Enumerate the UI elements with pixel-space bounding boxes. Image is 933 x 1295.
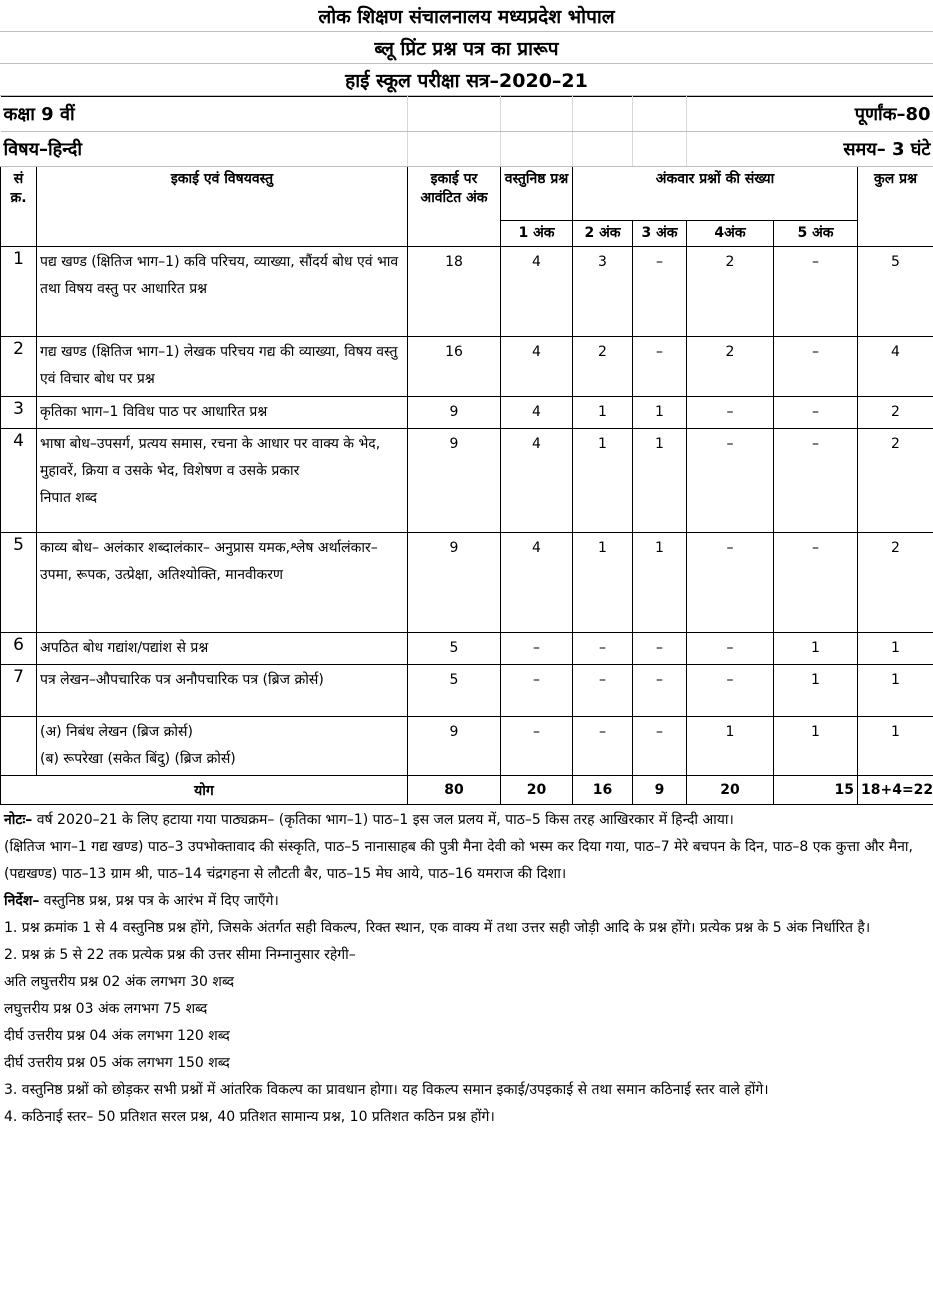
row-m1: 4 [501,533,573,633]
table-row [1,533,933,633]
row-topic: भाषा बोध–उपसर्ग, प्रत्यय समास, रचना के आधार पर वाक्य के भेद, मुहावरें, क्रिया व उसके भेद, विशेषण व उसके प्रकार निपात शब्द [37,429,408,533]
instruction-4: 4. कठिनाई स्तर– 50 प्रतिशत सरल प्रश्न, 40 प्रतिशत सामान्य प्रश्न, 10 प्रतिशत कठिन प्रश्न होंगे। [4,1109,495,1125]
row-marks: 9 [408,717,501,776]
note-text: वर्ष 2020–21 के लिए हटाया गया पाठ्यक्रम– (कृतिका भाग–1) पाठ–1 इस जल प्रलय में, पाठ–5 किस तरह आखिरकार में हिन्दी आया। [32,812,734,828]
col-m1: 1 अंक [501,221,573,247]
row-m2: – [573,665,633,717]
row-total: 4 [858,337,933,397]
table-row [1,633,933,665]
col-m2: 2 अंक [573,221,633,247]
row-m1: 4 [501,337,573,397]
row-marks: 9 [408,429,501,533]
row-m5: 1 [774,717,858,776]
row-m5: – [774,533,858,633]
row-m1: 4 [501,247,573,337]
row-sno: 6 [1,633,37,665]
row-m3: – [633,247,687,337]
table-row [1,665,933,717]
word-limit-1: अति लघुत्तरीय प्रश्न 02 अंक लगभग 30 शब्द [4,974,235,990]
row-m3: – [633,633,687,665]
row-topic: पत्र लेखन–औपचारिक पत्र अनौपचारिक पत्र (ब्रिज क्रोर्स) [37,665,408,717]
totals-m2: 16 [573,776,633,805]
instruction-3: 3. वस्तुनिष्ठ प्रश्नों को छोड़कर सभी प्रश्नों में आंतरिक विकल्प का प्रावधान होगा। यह विकल्प समान इकाई/उपइकाई से तथा समान कठिनाई स्तर वाले होंगे। [4,1082,769,1098]
blueprint-table [0,96,933,805]
note-removed-syllabus: (क्षितिज भाग–1 गद्य खण्ड) पाठ–3 उपभोक्तावाद की संस्कृति, पाठ–5 नानासाहब की पुत्री मैना देवी को भस्म कर दिया गया, पाठ–7 मेरे बचपन के दिन, पाठ–8 एक कुत्ता और मैना, (पद्यखण्ड) पाठ–13 ग्राम श्री, पाठ–14 चंद्रगहना से लौटती बैर, पाठ–15 मेघ आये, पाठ–16 यमराज की दिशा। [4,839,913,882]
col-total: कुल प्रश्न [858,167,933,247]
col-alloted: इकाई पर आवंटित अंक [408,167,501,247]
row-topic: काव्य बोध– अलंकार शब्दालंकार– अनुप्रास यमक,श्लेष अर्थालंकार– उपमा, रूपक, उत्प्रेक्षा, अतिश्योक्ति, मानवीकरण [37,533,408,633]
row-sno: 5 [1,533,37,633]
row-topic: अपठित बोध गद्यांश/पद्यांश से प्रश्न [37,633,408,665]
word-limit-3: दीर्घ उत्तरीय प्रश्न 04 अंक लगभग 120 शब्द [4,1028,230,1044]
row-marks: 16 [408,337,501,397]
row-marks: 18 [408,247,501,337]
row-marks: 9 [408,397,501,429]
word-limit-2: लघुत्तरीय प्रश्न 03 अंक लगभग 75 शब्द [4,1001,208,1017]
instructions-label: निर्देश– [4,893,40,909]
row-total: 5 [858,247,933,337]
note-label: नोटः– [4,812,33,828]
col-unit: इकाई एवं विषयवस्तु [37,167,408,247]
row-m3: 1 [633,429,687,533]
row-m2: 3 [573,247,633,337]
row-sno: 3 [1,397,37,429]
header-line-1: लोक शिक्षण संचालनालय मध्यप्रदेश भोपाल [0,0,933,32]
row-m3: 1 [633,397,687,429]
col-sno: सं क्र. [1,167,37,247]
class-label: कक्षा 9 वीं [1,97,408,132]
row-m2: 1 [573,429,633,533]
row-m5: – [774,429,858,533]
totals-total: 18+4=22 [858,776,933,805]
row-m1: 4 [501,429,573,533]
totals-label: योग [1,776,408,805]
totals-m3: 9 [633,776,687,805]
table-body [1,247,933,776]
row-sno: 1 [1,247,37,337]
row-m1: 4 [501,397,573,429]
row-m4: 2 [687,247,774,337]
row-total: 2 [858,397,933,429]
row-total: 1 [858,665,933,717]
row-total: 1 [858,717,933,776]
row-m2: 1 [573,533,633,633]
row-m2: – [573,633,633,665]
row-m1: – [501,665,573,717]
row-m5: – [774,337,858,397]
totals-row [1,776,933,805]
row-topic: कृतिका भाग–1 विविध पाठ पर आधारित प्रश्न [37,397,408,429]
time-label: समय– 3 घंटे [774,132,933,167]
row-topic: गद्य खण्ड (क्षितिज भाग–1) लेखक परिचय गद्य की व्याख्या, विषय वस्तु एवं विचार बोध पर प्रश्न [37,337,408,397]
row-marks: 5 [408,665,501,717]
row-m3: – [633,337,687,397]
row-total: 2 [858,429,933,533]
col-m3: 3 अंक [633,221,687,247]
row-m2: – [573,717,633,776]
row-m5: 1 [774,633,858,665]
subject-label: विषय–हिन्दी [1,132,408,167]
notes-section [0,805,933,1131]
row-marks: 9 [408,533,501,633]
col-objective: वस्तुनिष्ठ प्रश्न [501,167,573,221]
totals-m4: 20 [687,776,774,805]
header-line-3: हाई स्कूल परीक्षा सत्र–2020–21 [0,64,933,96]
table-row [1,247,933,337]
row-m4: – [687,533,774,633]
row-topic: पद्य खण्ड (क्षितिज भाग–1) कवि परिचय, व्याख्या, सौंदर्य बोध एवं भाव तथा विषय वस्तु पर आधारित प्रश्न [37,247,408,337]
row-topic: (अ) निबंध लेखन (ब्रिज क्रोर्स) (ब) रूपरेखा (सकेत बिंदु) (ब्रिज क्रोर्स) [37,717,408,776]
instruction-2: 2. प्रश्न क्रं 5 से 22 तक प्रत्येक प्रश्न की उत्तर सीमा निम्नानुसार रहेगी– [4,947,356,963]
header-table [0,0,933,96]
note-paragraph [4,807,927,834]
table-row [1,397,933,429]
row-sno: 2 [1,337,37,397]
totals-m5: 15 [774,776,858,805]
max-marks: पूर्णांक–80 [774,97,933,132]
row-total: 1 [858,633,933,665]
col-m4: 4अंक [687,221,774,247]
table-row [1,337,933,397]
row-marks: 5 [408,633,501,665]
col-m5: 5 अंक [774,221,858,247]
totals-m1: 20 [501,776,573,805]
word-limit-4: दीर्घ उत्तरीय प्रश्न 05 अंक लगभग 150 शब्द [4,1055,230,1071]
row-m5: – [774,247,858,337]
header-line-2: ब्लू प्रिंट प्रश्न पत्र का प्रारूप [0,32,933,64]
row-m1: – [501,717,573,776]
row-sno: 4 [1,429,37,533]
totals-marks: 80 [408,776,501,805]
row-sno: 7 [1,665,37,717]
row-m2: 1 [573,397,633,429]
row-sno [1,717,37,776]
row-m4: – [687,429,774,533]
col-markwise: अंकवार प्रश्नों की संख्या [573,167,858,221]
table-row [1,429,933,533]
row-m4: – [687,397,774,429]
row-m5: – [774,397,858,429]
table-row [1,717,933,776]
row-m4: 1 [687,717,774,776]
row-total: 2 [858,533,933,633]
instructions-paragraph [4,888,927,915]
row-m3: – [633,717,687,776]
row-m5: 1 [774,665,858,717]
row-m1: – [501,633,573,665]
row-m2: 2 [573,337,633,397]
row-m4: 2 [687,337,774,397]
instructions-text: वस्तुनिष्ठ प्रश्न, प्रश्न पत्र के आरंभ में दिए जाएँगे। [39,893,279,909]
row-m3: 1 [633,533,687,633]
row-m4: – [687,665,774,717]
row-m3: – [633,665,687,717]
row-m4: – [687,633,774,665]
instruction-1: 1. प्रश्न क्रमांक 1 से 4 वस्तुनिष्ठ प्रश्न होंगे, जिसके अंतर्गत सही विकल्प, रिक्त स्थान, एक वाक्य में तथा उत्तर सही जोड़ी आदि के प्रश्न होंगे। प्रत्येक प्रश्न के 5 अंक निर्धारित है। [4,920,871,936]
